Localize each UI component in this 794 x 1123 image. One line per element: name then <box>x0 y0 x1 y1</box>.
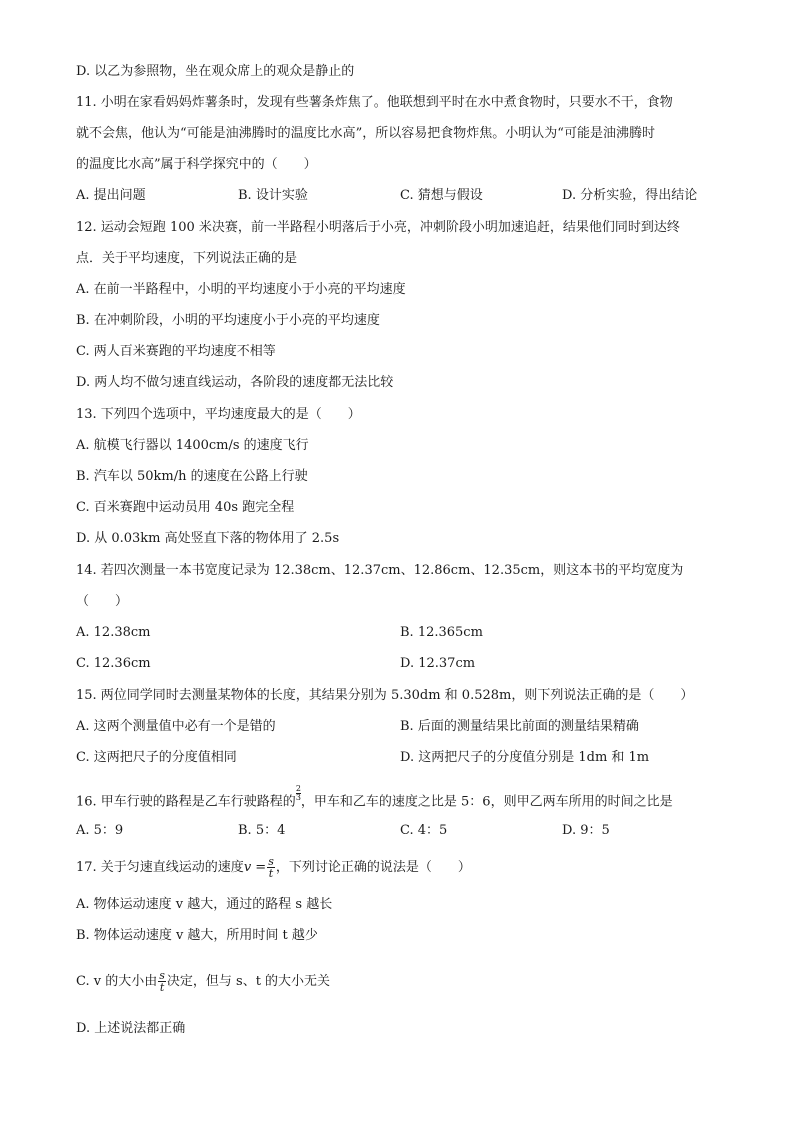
q13-option-b: B. 汽车以 50km/h 的速度在公路上行驶 <box>76 469 308 484</box>
q16-stem-after: ，甲车和乙车的速度之比是 5：6，则甲乙两车所用的时间之比是 <box>300 794 673 810</box>
q17-option-c-after: 决定，但与 s、t 的大小无关 <box>166 974 331 989</box>
q17-fraction-denominator: t <box>268 867 274 880</box>
q17-option-d: D. 上述说法都正确 <box>76 1021 186 1036</box>
q15-option-d: D. 这两把尺子的分度值分别是 1dm 和 1m <box>400 750 650 765</box>
q13-option-c: C. 百米赛跑中运动员用 40s 跑完全程 <box>76 500 295 515</box>
q11-stem-line2: 就不会焦，他认为“可能是油沸腾时的温度比水高”，所以容易把食物炸焦。小明认为“可能是油沸腾时 <box>76 126 655 141</box>
q16-option-b: B. 5：4 <box>238 823 286 838</box>
q16-stem-before: 16. 甲车行驶的路程是乙车行驶路程的 <box>76 794 296 810</box>
q10-option-d: D. 以乙为参照物，坐在观众席上的观众是静止的 <box>76 64 355 79</box>
q17-option-c-numerator: s <box>159 969 165 982</box>
q17-option-b: B. 物体运动速度 v 越大，所用时间 t 越少 <box>76 928 318 943</box>
q12-option-a: A. 在前一半路程中，小明的平均速度小于小亮的平均速度 <box>76 282 406 297</box>
q11-option-b: B. 设计实验 <box>238 188 308 203</box>
q15-stem: 15. 两位同学同时去测量某物体的长度，其结果分别为 5.30dm 和 0.528m，则下列说法正确的是（ ） <box>76 688 694 703</box>
q12-option-c: C. 两人百米赛跑的平均速度不相等 <box>76 344 276 359</box>
q11-option-c: C. 猜想与假设 <box>400 188 483 203</box>
q12-stem-line1: 12. 运动会短跑 100 米决赛，前一半路程小明落后于小亮，冲刺阶段小明加速追赶，结果他们同时到达终 <box>76 220 680 235</box>
q15-option-c: C. 这两把尺子的分度值相同 <box>76 750 237 765</box>
q17-option-c <box>76 970 330 993</box>
q14-option-d: D. 12.37cm <box>400 656 476 671</box>
q17-stem-after: ，下列讨论正确的说法是（ ） <box>275 860 471 875</box>
q17-stem-before: 17. 关于匀速直线运动的速度 <box>76 860 244 875</box>
q11-stem-line3: 的温度比水高”属于科学探究中的（ ） <box>76 157 317 172</box>
q14-stem-line1: 14. 若四次测量一本书宽度记录为 12.38cm、12.37cm、12.86cm、12.35cm，则这本书的平均宽度为 <box>76 563 684 578</box>
q16-option-c: C. 4：5 <box>400 823 448 838</box>
q15-option-b: B. 后面的测量结果比前面的测量结果精确 <box>400 719 639 734</box>
q12-stem-line2: 点．关于平均速度，下列说法正确的是 <box>76 251 298 266</box>
q11-option-d: D. 分析实验，得出结论 <box>562 188 698 203</box>
q11-stem-line1: 11. 小明在家看妈妈炸薯条时，发现有些薯条炸焦了。他联想到平时在水中煮食物时，只要水不干，食物 <box>76 95 673 110</box>
q17-fraction-numerator: s <box>268 855 274 868</box>
q16-fraction-numerator: 2 <box>295 784 301 793</box>
q13-option-d: D. 从 0.03km 高处竖直下落的物体用了 2.5s <box>76 531 340 546</box>
q14-option-c: C. 12.36cm <box>76 656 151 671</box>
q17-option-a: A. 物体运动速度 v 越大，通过的路程 s 越长 <box>76 897 333 912</box>
q12-option-b: B. 在冲刺阶段，小明的平均速度小于小亮的平均速度 <box>76 313 380 328</box>
q15-option-a: A. 这两个测量值中必有一个是错的 <box>76 719 276 734</box>
q17-stem <box>76 856 471 879</box>
q17-option-c-fraction <box>158 970 166 993</box>
q11-option-a: A. 提出问题 <box>76 188 146 203</box>
q17-option-c-denominator: t <box>159 981 165 994</box>
q12-option-d: D. 两人均不做匀速直线运动，各阶段的速度都无法比较 <box>76 375 394 390</box>
q16-stem <box>76 785 673 811</box>
q16-fraction-denominator: 3 <box>295 793 301 802</box>
q14-option-a: A. 12.38cm <box>76 625 151 640</box>
q17-formula-fraction <box>267 856 275 879</box>
q16-option-d: D. 9：5 <box>562 823 610 838</box>
q14-stem-line2: （ ） <box>76 594 129 609</box>
q13-option-a: A. 航模飞行器以 1400cm/s 的速度飞行 <box>76 438 309 453</box>
q17-option-c-before: C. v 的大小由 <box>76 974 158 989</box>
q14-option-b: B. 12.365cm <box>400 625 483 640</box>
q16-option-a: A. 5：9 <box>76 823 124 838</box>
q17-formula-lhs: v = <box>243 860 267 875</box>
q13-stem: 13. 下列四个选项中，平均速度最大的是（ ） <box>76 407 361 422</box>
